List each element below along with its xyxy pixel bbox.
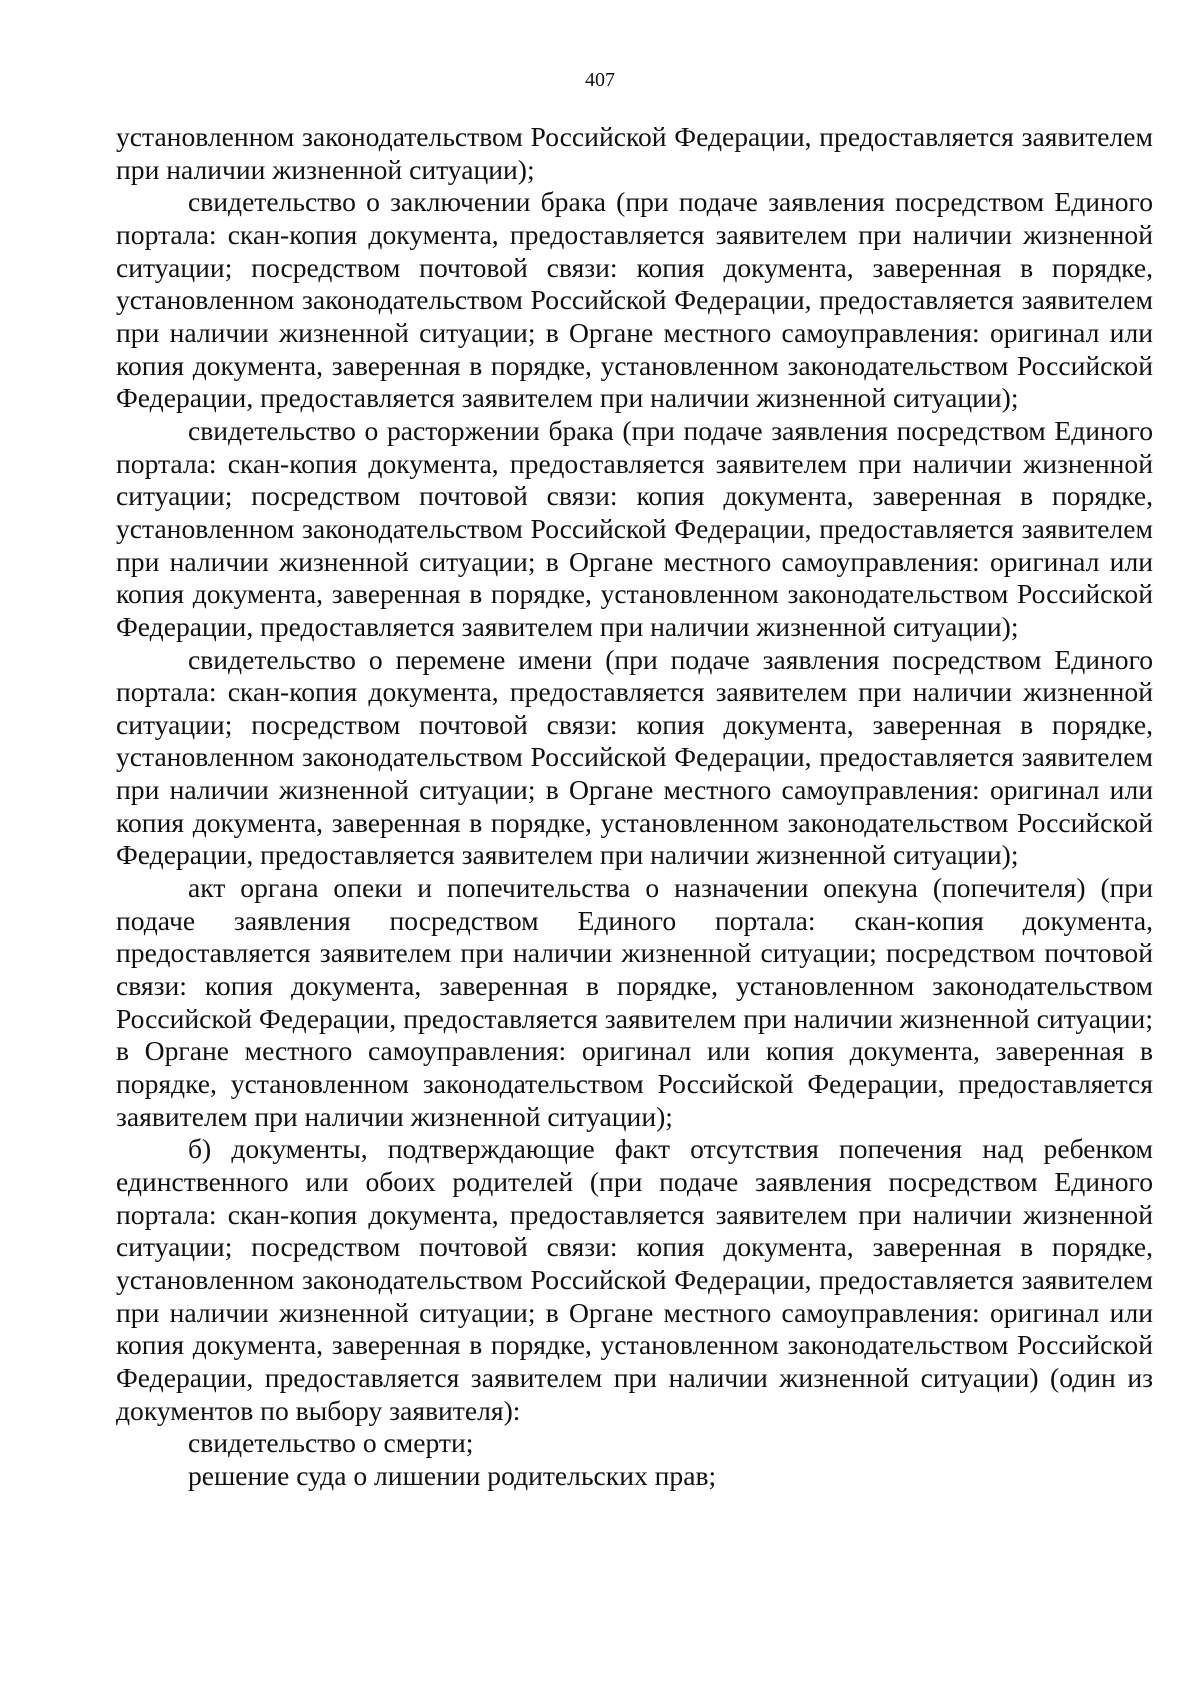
paragraph-continuation: установленном законодательством Российской Федерации, предоставляется заявителем при наличии жизненной ситуации); xyxy=(116,121,1153,185)
paragraph-name-change-certificate: свидетельство о перемене имени (при подаче заявления посредством Единого портала: скан-копия документа, предоставляется заявителем при наличии жизненной ситуации; посредством почтовой связи: копия документа, заверенная в порядке, установленном законодательством Российской Федерации, предоставляется заявителем при наличии жизненной ситуации; в Органе местного самоуправления: оригинал или копия документа, заверенная в порядке, установленном законодательством Российской Федерации, предоставляется заявителем при наличии жизненной ситуации); xyxy=(116,643,1153,871)
paragraph-marriage-certificate: свидетельство о заключении брака (при подаче заявления посредством Единого портала: скан-копия документа, предоставляется заявителем при наличии жизненной ситуации; посредством почтовой связи: копия документа, заверенная в порядке, установленном законодательством Российской Федерации, предоставляется заявителем при наличии жизненной ситуации; в Органе местного самоуправления: оригинал или копия документа, заверенная в порядке, установленном законодательством Российской Федерации, предоставляется заявителем при наличии жизненной ситуации); xyxy=(116,186,1153,414)
paragraph-death-certificate: свидетельство о смерти; xyxy=(188,1427,474,1459)
page-number: 407 xyxy=(585,69,615,91)
document-body xyxy=(116,121,1153,1493)
paragraph-item-b: б) документы, подтверждающие факт отсутствия попечения над ребенком единственного или обоих родителей (при подаче заявления посредством Единого портала: скан-копия документа, предоставляется заявителем при наличии жизненной ситуации; посредством почтовой связи: копия документа, заверенная в порядке, установленном законодательством Российской Федерации, предоставляется заявителем при наличии жизненной ситуации; в Органе местного самоуправления: оригинал или копия документа, заверенная в порядке, установленном законодательством Российской Федерации, предоставляется заявителем при наличии жизненной ситуации) (один из документов по выбору заявителя): xyxy=(116,1133,1153,1426)
paragraph-court-decision: решение суда о лишении родительских прав; xyxy=(188,1459,717,1491)
paragraph-guardianship-act: акт органа опеки и попечительства о назначении опекуна (попечителя) (при подаче заявления посредством Единого портала: скан-копия документа, предоставляется заявителем при наличии жизненной ситуации; посредством почтовой связи: копия документа, заверенная в порядке, установленном законодательством Российской Федерации, предоставляется заявителем при наличии жизненной ситуации; в Органе местного самоуправления: оригинал или копия документа, заверенная в порядке, установленном законодательством Российской Федерации, предоставляется заявителем при наличии жизненной ситуации); xyxy=(116,872,1153,1132)
paragraph-divorce-certificate: свидетельство о расторжении брака (при подаче заявления посредством Единого портала: скан-копия документа, предоставляется заявителем при наличии жизненной ситуации; посредством почтовой связи: копия документа, заверенная в порядке, установленном законодательством Российской Федерации, предоставляется заявителем при наличии жизненной ситуации; в Органе местного самоуправления: оригинал или копия документа, заверенная в порядке, установленном законодательством Российской Федерации, предоставляется заявителем при наличии жизненной ситуации); xyxy=(116,414,1153,642)
